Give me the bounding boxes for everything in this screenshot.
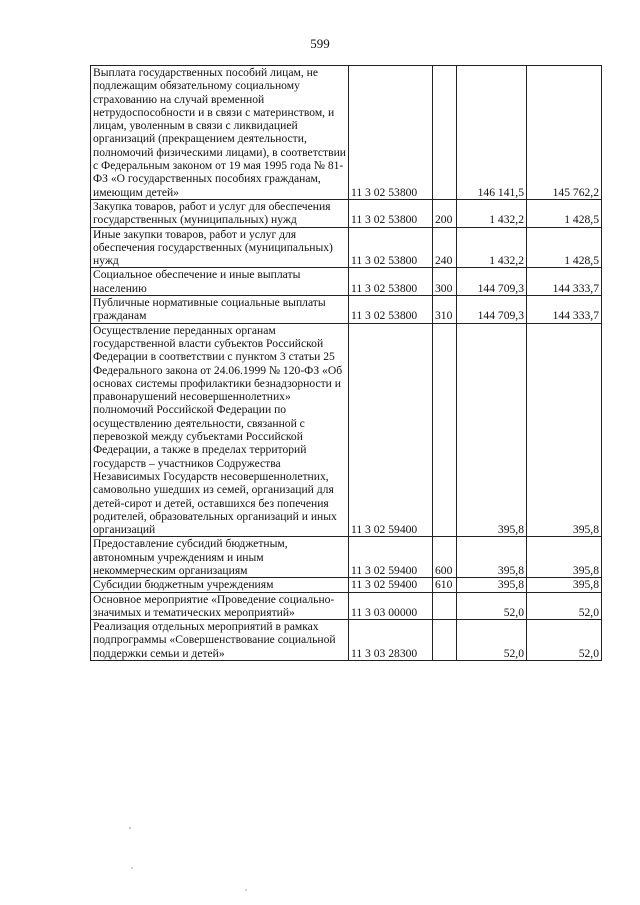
row-sum-1: 395,8 (457, 537, 527, 578)
row-sum-2: 1 428,5 (527, 227, 602, 268)
row-code: 11 3 02 59400 (349, 578, 433, 592)
row-sum-1: 395,8 (457, 578, 527, 592)
row-code: 11 3 02 59400 (349, 537, 433, 578)
row-sum-2: 1 428,5 (527, 199, 602, 227)
row-name: Реализация отдельных мероприятий в рамках подпрограммы «Совершенствование социальной поддержки семьи и детей» (91, 620, 349, 661)
row-code: 11 3 02 59400 (349, 323, 433, 537)
row-code: 11 3 02 53800 (349, 66, 433, 200)
row-sum-1: 1 432,2 (457, 227, 527, 268)
row-sum-2: 52,0 (527, 592, 602, 620)
row-code: 11 3 02 53800 (349, 199, 433, 227)
row-code: 11 3 02 53800 (349, 296, 433, 324)
scan-speck (129, 827, 130, 828)
row-expense-type: 610 (433, 578, 457, 592)
row-expense-type: 200 (433, 199, 457, 227)
row-name: Выплата государственных пособий лицам, не подлежащим обязательному социальному страхованию на случай временной нетрудоспособности и в связи с материнством, и лицам, уволенным в связи с ликвидацией организаций (прекращением деятельности, полномочий физическими лицами), в соответствии с Федеральным законом от 19 мая 1995 года № 81-ФЗ «О государственных пособиях гражданам, имеющим детей» (91, 66, 349, 200)
row-expense-type: 240 (433, 227, 457, 268)
row-name: Иные закупки товаров, работ и услуг для обеспечения государственных (муниципальных) нужд (91, 227, 349, 268)
row-sum-1: 1 432,2 (457, 199, 527, 227)
row-sum-1: 146 141,5 (457, 66, 527, 200)
row-expense-type: 300 (433, 268, 457, 296)
row-name: Осуществление переданных органам государственной власти субъектов Российской Федерации в соответствии с пунктом 3 статьи 25 Федерального закона от 24.06.1999 № 120-ФЗ «Об основах системы профилактики безнадзорности и правонарушений несовершеннолетних» полномочий Российской Федерации по осуществлению деятельности, связанной с перевозкой между субъектами Российской Федерации, а также в пределах территорий государств – участников Содружества Независимых Государств несовершеннолетних, самовольно ушедших из семей, организаций для детей-сирот и детей, оставшихся без попечения родителей, образовательных организаций и иных организаций (91, 323, 349, 537)
row-sum-2: 395,8 (527, 537, 602, 578)
row-expense-type: 600 (433, 537, 457, 578)
row-name: Публичные нормативные социальные выплаты гражданам (91, 296, 349, 324)
row-code: 11 3 03 00000 (349, 592, 433, 620)
row-code: 11 3 03 28300 (349, 620, 433, 661)
row-sum-2: 144 333,7 (527, 296, 602, 324)
row-name: Субсидии бюджетным учреждениям (91, 578, 349, 592)
row-name: Основное мероприятие «Проведение социально-значимых и тематических мероприятий» (91, 592, 349, 620)
row-code: 11 3 02 53800 (349, 268, 433, 296)
row-sum-1: 52,0 (457, 620, 527, 661)
row-code: 11 3 02 53800 (349, 227, 433, 268)
row-sum-2: 144 333,7 (527, 268, 602, 296)
row-name: Предоставление субсидий бюджетным, автономным учреждениям и иным некоммерческим организациям (91, 537, 349, 578)
scan-speck (131, 867, 132, 868)
row-sum-1: 144 709,3 (457, 296, 527, 324)
row-name: Социальное обеспечение и иные выплаты населению (91, 268, 349, 296)
row-sum-2: 145 762,2 (527, 66, 602, 200)
row-sum-2: 395,8 (527, 578, 602, 592)
row-sum-2: 52,0 (527, 620, 602, 661)
row-expense-type: 310 (433, 296, 457, 324)
row-sum-1: 144 709,3 (457, 268, 527, 296)
row-sum-1: 52,0 (457, 592, 527, 620)
row-name: Закупка товаров, работ и услуг для обеспечения государственных (муниципальных) нужд (91, 199, 349, 227)
scan-speck (245, 889, 246, 890)
row-sum-1: 395,8 (457, 323, 527, 537)
page-number: 599 (310, 36, 330, 51)
row-sum-2: 395,8 (527, 323, 602, 537)
